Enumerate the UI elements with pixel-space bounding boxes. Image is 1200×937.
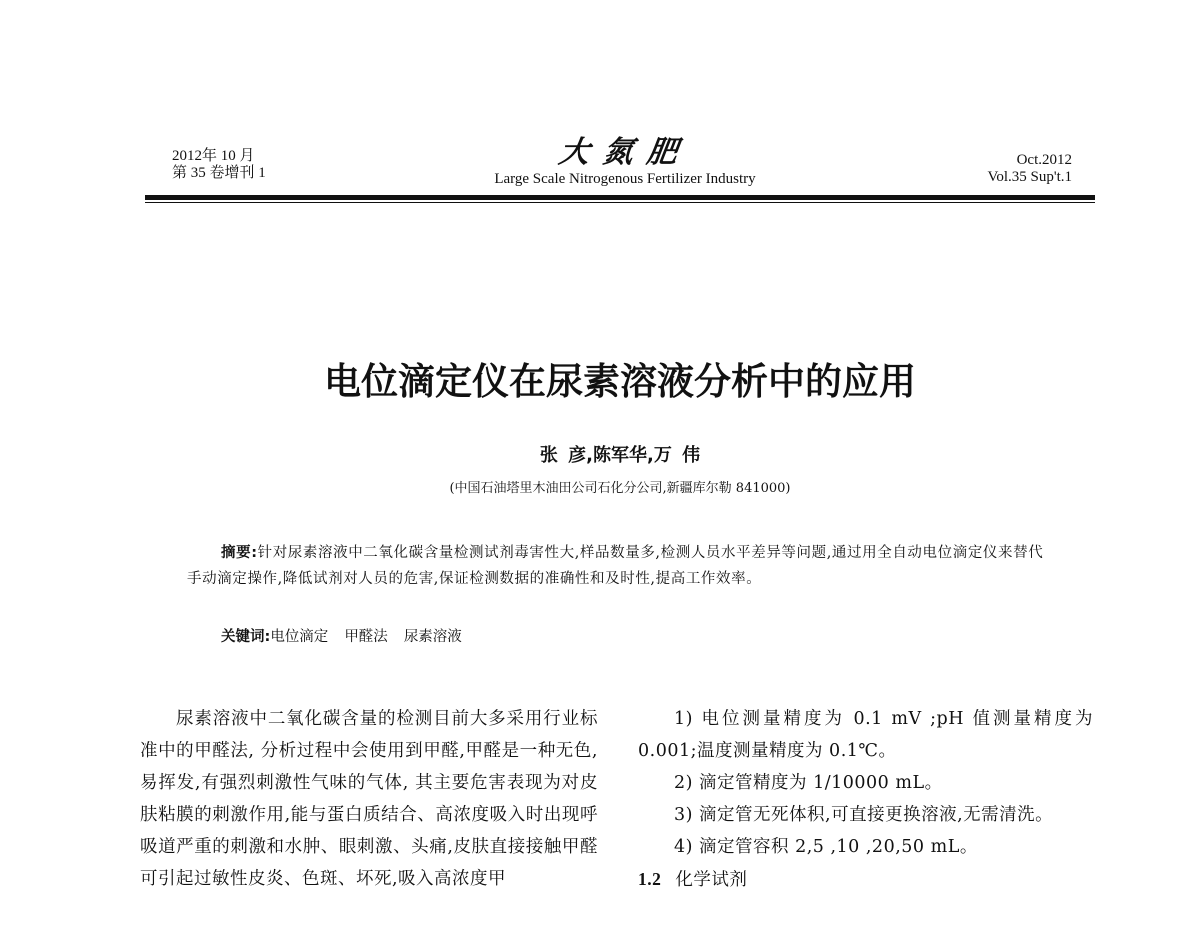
- section-title: 化学试剂: [675, 870, 748, 890]
- journal-masthead: [440, 135, 810, 188]
- journal-name-en: Large Scale Nitrogenous Fertilizer Industry: [494, 171, 756, 187]
- spec-item: 4) 滴定管容积 2,5 ,10 ,20,50 mL。: [674, 837, 978, 857]
- body-column-right: [638, 703, 1093, 896]
- article-authors: 张 彦,陈军华,万 伟: [539, 445, 701, 466]
- section-heading: [638, 863, 1093, 896]
- article-affiliation: (中国石油塔里木油田公司石化分公司,新疆库尔勒 841000): [449, 481, 791, 496]
- journal-logo: 大氮肥: [556, 135, 694, 170]
- keywords: 关键词:电位滴定 甲醛法 尿素溶液: [221, 629, 462, 645]
- header-date-volume: [172, 148, 266, 182]
- keyword: 电位滴定: [270, 629, 329, 645]
- spec-item: 3) 滴定管无死体积,可直接更换溶液,无需清洗。: [674, 805, 1054, 825]
- header-date: 2012年 10 月: [172, 148, 255, 164]
- spec-item: 2) 滴定管精度为 1/10000 mL。: [674, 773, 943, 793]
- header-issue-en: [987, 152, 1072, 186]
- body-column-left: [140, 703, 598, 895]
- header-volume-en: Vol.35 Sup't.1: [987, 169, 1072, 185]
- keyword: 甲醛法: [344, 629, 388, 645]
- header-volume: 第 35 卷增刊 1: [172, 165, 266, 181]
- article-title: 电位滴定仪在尿素溶液分析中的应用: [324, 360, 916, 403]
- abstract-label: 摘要: [221, 545, 252, 561]
- abstract-text: 针对尿素溶液中二氧化碳含量检测试剂毒害性大,样品数量多,检测人员水平差异等问题,通过用全自动电位滴定仪来替代手动滴定操作,降低试剂对人员的危害,保证检测数据的准确性和及时性,提高工作效率。: [187, 545, 1044, 587]
- header-month-en: Oct.2012: [1016, 152, 1072, 168]
- spec-item: 1) 电位测量精度为 0.1 mV ;pH 值测量精度为0.001;温度测量精度为 0.1℃。: [638, 709, 1093, 761]
- keywords-label: 关键词: [221, 629, 265, 645]
- body-paragraph: 尿素溶液中二氧化碳含量的检测目前大多采用行业标准中的甲醛法, 分析过程中会使用到甲醛,甲醛是一种无色,易挥发,有强烈刺激性气味的气体, 其主要危害表现为对皮肤粘膜的刺激作用,能与蛋白质结合、高浓度吸入时出现呼吸道严重的刺激和水肿、眼刺激、头痛,皮肤直接接触甲醛可引起过敏性皮炎、色斑、坏死,吸入高浓度甲: [140, 709, 598, 889]
- section-number: 1.2: [638, 869, 662, 889]
- keyword: 尿素溶液: [403, 629, 462, 645]
- header-rule-thin: [145, 202, 1095, 203]
- abstract: 摘要:针对尿素溶液中二氧化碳含量检测试剂毒害性大,样品数量多,检测人员水平差异等问题,通过用全自动电位滴定仪来替代手动滴定操作,降低试剂对人员的危害,保证检测数据的准确性和及时性,提高工作效率。: [187, 545, 1044, 587]
- header-rule-thick: [145, 195, 1095, 200]
